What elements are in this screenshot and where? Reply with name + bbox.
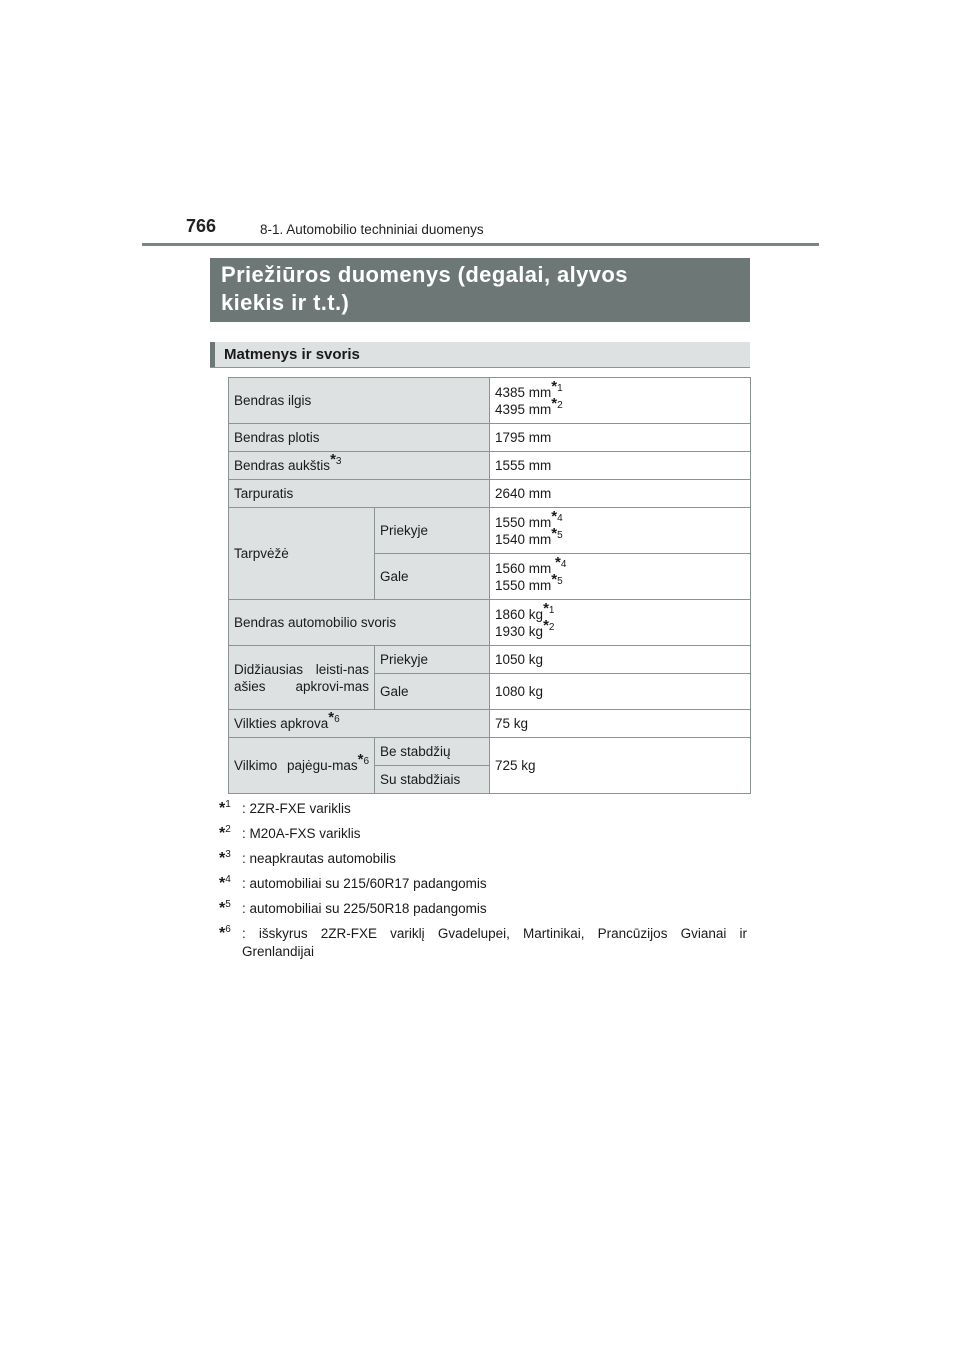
sublabel-axle-rear: Gale xyxy=(375,674,490,710)
value-overall-height: 1555 mm xyxy=(490,452,751,480)
value-towing-capacity: 725 kg xyxy=(490,738,751,794)
table-row xyxy=(229,424,751,452)
footnote-marker: *$^1$ xyxy=(219,799,231,817)
footnote-marker: *$^6$ xyxy=(219,924,231,942)
page-number: 766 xyxy=(186,216,217,236)
dimensions-weights-table xyxy=(228,377,751,794)
table-row xyxy=(229,378,751,424)
value-line: 1930 kg xyxy=(495,623,544,639)
footnote-item xyxy=(219,825,747,843)
row-label-gross-weight: Bendras automobilio svoris xyxy=(229,600,490,646)
value-track-rear xyxy=(490,554,751,600)
header-rule xyxy=(142,243,819,246)
value-line: 1540 mm xyxy=(495,531,552,547)
footnote-marker: *$^5$ xyxy=(219,899,231,917)
footnote-ref: *6 xyxy=(357,751,369,768)
running-title: 8-1. Automobilio techniniai duomenys xyxy=(260,222,484,237)
row-label-wheelbase: Tarpuratis xyxy=(229,480,490,508)
footnote-ref: *6 xyxy=(328,709,340,726)
section-title-line-2: kiekis ir t.t.) xyxy=(221,290,350,315)
value-towbar-load: 75 kg xyxy=(490,710,751,738)
value-overall-length xyxy=(490,378,751,424)
table-row xyxy=(229,600,751,646)
footnote-item xyxy=(219,875,747,893)
section-title-banner xyxy=(210,258,750,322)
value-line: 1860 kg xyxy=(495,606,544,622)
footnote-ref: *4 xyxy=(555,553,567,571)
table-row xyxy=(229,710,751,738)
footnote-text: : automobiliai su 225/50R18 padangomis xyxy=(242,901,487,916)
value-overall-width: 1795 mm xyxy=(490,424,751,452)
footnote-marker: *$^2$ xyxy=(219,824,231,842)
row-label-towing-capacity: Vilkimo pajėgu-mas$^{*6}$ xyxy=(229,738,375,794)
sublabel-track-front: Priekyje xyxy=(375,508,490,554)
footnote-ref: *5 xyxy=(551,524,563,542)
subsection-title: Matmenys ir svoris xyxy=(224,346,360,363)
footnote-ref: *2 xyxy=(543,616,555,634)
table-row xyxy=(229,738,751,766)
footnote-text: : automobiliai su 215/60R17 padangomis xyxy=(242,876,487,891)
footnote-ref: *3 xyxy=(330,451,342,468)
table-row xyxy=(229,508,751,554)
value-axle-rear: 1080 kg xyxy=(490,674,751,710)
sublabel-axle-front: Priekyje xyxy=(375,646,490,674)
sublabel-braked: Su stabdžiais xyxy=(375,766,490,794)
value-line: 4395 mm xyxy=(495,401,552,417)
value-axle-front: 1050 kg xyxy=(490,646,751,674)
footnote-ref: *1 xyxy=(551,377,563,395)
footnote-item xyxy=(219,850,747,868)
footnote-ref: *1 xyxy=(543,599,555,617)
footnote-ref: *4 xyxy=(551,507,563,525)
footnote-item xyxy=(219,925,747,961)
table-row xyxy=(229,646,751,674)
footnote-text: : neapkrautas automobilis xyxy=(242,851,396,866)
row-label-track: Tarpvėžė xyxy=(229,508,375,600)
row-label-overall-length: Bendras ilgis xyxy=(229,378,490,424)
row-label-max-axle-load: Didžiausias leisti-nas ašies apkrovi-mas xyxy=(229,646,375,710)
footnote-text: : M20A-FXS variklis xyxy=(242,826,361,841)
table-row xyxy=(229,452,751,480)
section-title-line-1: Priežiūros duomenys (degalai, alyvos xyxy=(221,262,628,287)
subsection-accent-bar xyxy=(210,342,215,367)
footnote-item xyxy=(219,900,747,918)
row-label-overall-width: Bendras plotis xyxy=(229,424,490,452)
value-line: 1550 mm xyxy=(495,514,552,530)
value-line: 1560 mm xyxy=(495,560,556,576)
footnote-ref: *5 xyxy=(551,570,563,588)
value-track-front xyxy=(490,508,751,554)
sublabel-unbraked: Be stabdžių xyxy=(375,738,490,766)
sublabel-track-rear: Gale xyxy=(375,554,490,600)
value-line: 4385 mm xyxy=(495,384,552,400)
footnote-marker: *$^4$ xyxy=(219,874,231,892)
value-line: 1550 mm xyxy=(495,577,552,593)
value-gross-weight xyxy=(490,600,751,646)
row-label-towbar-load: Vilkties apkrova$^{*6}$ xyxy=(229,710,490,738)
table-row xyxy=(229,480,751,508)
subsection-header xyxy=(210,342,750,368)
footnote-marker: *$^3$ xyxy=(219,849,231,867)
footnote-ref: *2 xyxy=(551,394,563,412)
footnote-text: : išskyrus 2ZR-FXE variklį Gvadelupei, Martinikai, Prancūzijos Gvianai ir Grenlandijai xyxy=(242,926,747,959)
value-wheelbase: 2640 mm xyxy=(490,480,751,508)
footnotes xyxy=(219,800,747,968)
row-label-overall-height: Bendras aukštis$^{*3}$ xyxy=(229,452,490,480)
footnote-text: : 2ZR-FXE variklis xyxy=(242,801,351,816)
footnote-item xyxy=(219,800,747,818)
